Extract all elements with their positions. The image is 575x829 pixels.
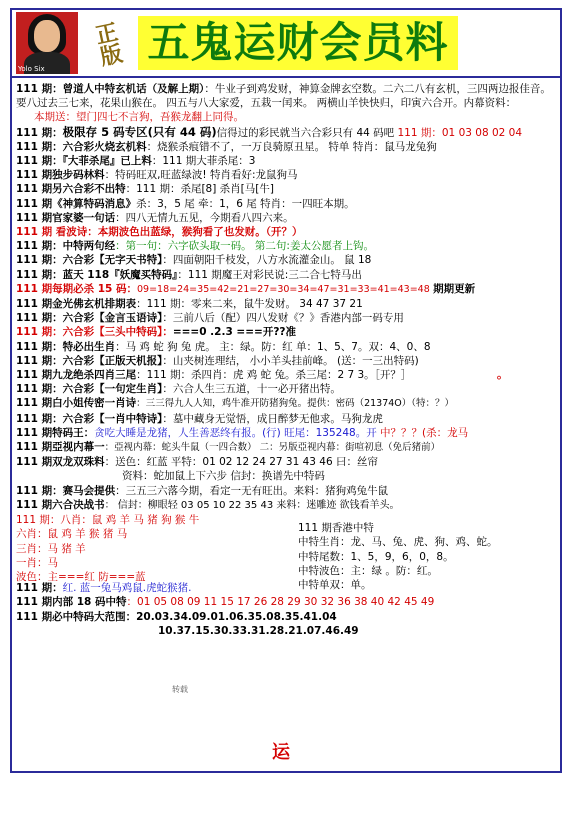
header-divider <box>12 76 560 78</box>
line-15: 111 期金光佛玄机排期表：111 期：零来二来，鼠牛发财。 34 47 37 21 <box>16 298 363 311</box>
line-7: 111 期另六合彩不出特：111 期：杀尾[8] 杀肖[马[牛] <box>16 183 274 196</box>
hongkong-special <box>298 521 548 592</box>
eight-zodiac: 111 期：八肖：鼠 鸡 羊 马 猪 狗 猴 牛 <box>16 514 200 527</box>
line-33: 10.37.15.30.33.31.28.21.07.46.49 <box>158 624 359 637</box>
wave-color: 波色：主===红 防===蓝 <box>16 570 146 583</box>
repost-stamp: 转载 <box>172 685 188 694</box>
line-8: 111 期《神算特码消息》杀：3，5 尾 牵：1，6 尾 特肖：一四旺本期。 <box>16 197 355 210</box>
line-18: 111 期：特必出生肖：马 鸡 蛇 狗 兔 虎。 主：绿。防：红 单：1、5、7。双：4、0、8 <box>16 340 431 353</box>
red-mark: ° <box>496 374 502 388</box>
hk-odd-even: 中特单双：单。 <box>298 578 372 591</box>
line-17: 111 期：六合彩【三头中特码】：===0 .2.3 ===开??准 <box>16 326 297 339</box>
photo-caption: Yolo Six <box>18 65 45 73</box>
line-22: 111 期白小姐传密一肖诗：三三得九人人知，鸡牛准开防猪狗兔。提供：密码（21374O）（特：？） <box>16 397 455 410</box>
line-6: 111 期独步码林料：特码旺双,旺蓝绿波! 特肖看好:龙鼠狗马 <box>16 169 298 182</box>
zodiac-picks <box>16 513 276 584</box>
line-4: 111 期：六合彩火烧玄机料：烧猴杀痕错不了，一万良骑原丑星。 特单 特肖：鼠马龙兔狗 <box>16 140 437 153</box>
line-9: 111 期官家婆一句话：四八无情九五见，今期看八四六来。 <box>16 211 294 224</box>
three-zodiac: 三肖：马 猪 羊 <box>16 542 86 555</box>
line-26: 111 期双龙双珠料：送色：红蓝 平特：01 02 12 24 27 31 43 46 曰：丝帘 <box>16 456 379 469</box>
line-14: 111 期每期必杀 15 码：09=18=24=35=42=21=27=30=34=47=31=33=41=43=48 期期更新 <box>16 282 476 295</box>
portrait-photo <box>16 12 78 74</box>
hk-title: 111 期香港中特 <box>298 522 374 535</box>
line-5: 111 期：『大菲杀尾』已上料：111 期大菲杀尾：3 <box>16 155 256 168</box>
line-16: 111 期：六合彩【金言玉语诗】：三前八后（配）四八发财《？》香港内部一码专用 <box>16 312 404 325</box>
line-30: 111 期：红. 蓝一兔马鸡鼠.虎蛇猴猪. <box>16 582 192 595</box>
six-zodiac: 六肖：鼠 鸡 羊 猴 猪 马 <box>16 528 128 541</box>
page-title: 五鬼运财会员料 <box>138 16 458 70</box>
line-27: 资料：蛇加鼠上下六步 信封：换谱先中特码 <box>122 470 325 483</box>
line-19: 111 期：六合彩【正版天机报】：山夹树连理结， 小小羊头挂前峰。 (送：一三出特码) <box>16 354 419 367</box>
line-29: 111 期六合决战书： 信封：柳眼轻 03 05 10 22 35 43 来料：迷雕迹 欲钱看羊头。 <box>16 498 400 511</box>
line-32: 111 期必中特码大范围：20.03.34.09.01.06.35.08.35.41.04 <box>16 610 337 623</box>
hk-zodiac: 中特生肖：龙、马、兔、虎、狗、鸡、蛇。 <box>298 536 498 549</box>
line-24: 111 期特码王：贪吃大睡是龙猪，人生善恶终有报。(行) 旺尾：135248。开 中？？？(杀：龙马 <box>16 426 469 439</box>
line-25: 111 期亞视内幕一：亞视内幕：蛇头牛鼠（一四合数） 二：另版亞视内幕：街喧初息（免后猪前） <box>16 441 441 454</box>
one-zodiac: 一肖：马 <box>16 556 58 569</box>
line-2: 本期送：望门四七不言狗，吾猴龙翻上同得。 <box>34 111 244 124</box>
line-31: 111 期内部 18 码中特：01 05 08 09 11 15 17 26 28 29 30 32 36 38 40 42 45 49 <box>16 596 435 609</box>
bottom-character: 运 <box>272 742 290 763</box>
line-23: 111 期：六合彩【一肖中特诗】：墓中藏身无觉悟，成日醉梦无他求。马狗龙虎 <box>16 412 383 425</box>
line-11: 111 期：中特两句经：第一句：六字砍头取一码。 第二句:姜太公愿者上钩。 <box>16 240 374 253</box>
brand-mark: 正版 <box>93 19 125 71</box>
line-3: 111 期：极限存 5 码专区(只有 44 码)信得过的彩民就当六合彩只有 44 码吧 111 期：01 03 08 02 04 <box>16 124 523 139</box>
line-28: 111 期：赛马会提供：三五三六落今期，看定一无有旺出。来料：猪狗鸡兔牛鼠 <box>16 484 389 497</box>
line-1: 111 期：曾道人中特玄机话（及解上期）：牛业子到鸡发财，神算金牌玄空数。二六二八有玄机，三四两边报佳音。要八过去三七来，花果山猴在。 四五与八大家爱，五栽一闰来。 两横山羊快快归，印寅六合开。内幕资料： <box>16 83 551 110</box>
header-banner <box>12 10 560 74</box>
line-21: 111 期：六合彩【一句定生肖】：六合人生三五道，十一必开猪出特。 <box>16 383 341 396</box>
line-20: 111 期九龙绝杀四肖三尾：111 期：杀四肖：虎 鸡 蛇 兔。杀三尾：2 7 3。［开？］ <box>16 369 412 382</box>
line-13: 111 期：蓝天 118『妖魔买特码』：111 期魔王对彩民说:三二合七特马出 <box>16 268 362 281</box>
content-body <box>16 82 556 638</box>
hk-wave: 中特波色：主：绿 。防：红。 <box>298 564 438 577</box>
line-10: 111 期 看波诗：本期波色出蓝绿，猴狗看了也发财。（开？） <box>16 226 303 239</box>
line-12: 111 期：六合彩【无字天书特】：四面朝阳千枝发，八方水流灌金山。 鼠 18 <box>16 254 372 267</box>
hk-tail: 中特尾数：1、5，9，6，0，8。 <box>298 550 454 563</box>
